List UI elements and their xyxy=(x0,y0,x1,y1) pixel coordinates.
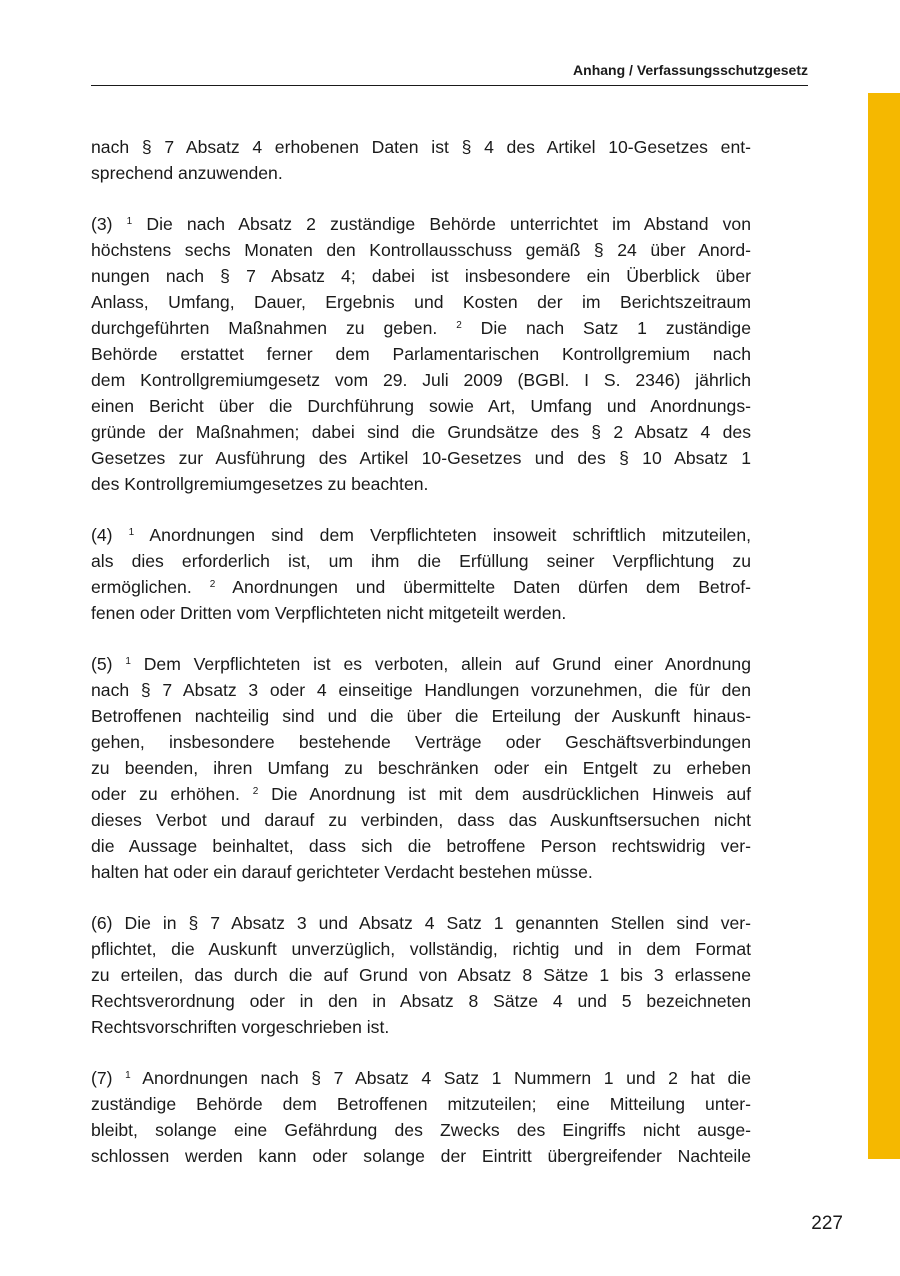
text-line: Gesetzes zur Ausführung des Artikel 10-Gesetzes und des § 10 Absatz 1 xyxy=(91,448,751,468)
text-line: (7) $^1$ Anordnungen nach § 7 Absatz 4 Satz 1 Nummern 1 und 2 hat die xyxy=(91,1068,751,1088)
text-line: schlossen werden kann oder solange der Eintritt übergreifender Nachteile xyxy=(91,1146,751,1166)
paragraph xyxy=(91,910,751,1040)
text-line: (4) $^1$ Anordnungen sind dem Verpflichteten insoweit schriftlich mitzuteilen, xyxy=(91,525,752,545)
text-line: Betroffenen nachteilig sind und die über die Erteilung der Auskunft hinaus- xyxy=(91,706,751,726)
text-line: ermöglichen. $^2$ Anordnungen und übermittelte Daten dürfen dem Betrof- xyxy=(91,577,751,597)
text-line: (3) $^1$ Die nach Absatz 2 zuständige Behörde unterrichtet im Abstand von xyxy=(91,214,751,234)
text-line: zu erteilen, das durch die auf Grund von Absatz 8 Sätze 1 bis 3 erlassene xyxy=(91,965,751,985)
text-line: höchstens sechs Monaten den Kontrollausschuss gemäß § 24 über Anord- xyxy=(91,240,751,260)
page-number: 227 xyxy=(811,1213,843,1234)
text-line: Rechtsvorschriften vorgeschrieben ist. xyxy=(91,1017,390,1037)
text-line: zuständige Behörde dem Betroffenen mitzuteilen; eine Mitteilung unter- xyxy=(91,1094,751,1114)
text-line: zu beenden, ihren Umfang zu beschränken oder ein Entgelt zu erheben xyxy=(91,758,751,778)
sentence-number-marker: 2 xyxy=(456,320,462,331)
text-line: dieses Verbot und darauf zu verbinden, dass das Auskunftsersuchen nicht xyxy=(91,810,751,830)
text-line: sprechend anzuwenden. xyxy=(91,163,283,183)
chapter-tab-bar xyxy=(868,93,900,1159)
document-body xyxy=(91,134,751,1194)
paragraph xyxy=(91,522,751,626)
text-line: als dies erforderlich ist, um ihm die Erfüllung seiner Verpflichtung zu xyxy=(91,551,751,571)
sentence-number-marker: 1 xyxy=(126,216,133,227)
text-line: gründe der Maßnahmen; dabei sind die Grundsätze des § 2 Absatz 4 des xyxy=(91,422,751,442)
paragraph xyxy=(91,651,751,885)
sentence-number-marker: 1 xyxy=(125,656,131,667)
text-line: einen Bericht über die Durchführung sowie Art, Umfang und Anordnungs- xyxy=(91,396,751,416)
text-line: dem Kontrollgremiumgesetz vom 29. Juli 2009 (BGBl. I S. 2346) jährlich xyxy=(91,370,751,390)
sentence-number-marker: 2 xyxy=(209,579,216,590)
text-line: Behörde erstattet ferner dem Parlamentarischen Kontrollgremium nach xyxy=(91,344,751,364)
text-line: Anlass, Umfang, Dauer, Ergebnis und Kosten der im Berichtszeitraum xyxy=(91,292,751,312)
paragraph xyxy=(91,1065,751,1169)
sentence-number-marker: 1 xyxy=(128,527,135,538)
text-line: (5) $^1$ Dem Verpflichteten ist es verboten, allein auf Grund einer Anordnung xyxy=(91,654,751,674)
sentence-number-marker: 1 xyxy=(125,1070,131,1081)
running-header-title: Anhang / Verfassungsschutzgesetz xyxy=(573,62,808,78)
text-line: des Kontrollgremiumgesetzes zu beachten. xyxy=(91,474,429,494)
text-line: bleibt, solange eine Gefährdung des Zwecks des Eingriffs nicht ausge- xyxy=(91,1120,751,1140)
text-line: (6) Die in § 7 Absatz 3 und Absatz 4 Satz 1 genannten Stellen sind ver- xyxy=(91,913,751,933)
text-line: nach § 7 Absatz 3 oder 4 einseitige Handlungen vorzunehmen, die für den xyxy=(91,680,751,700)
text-line: gehen, insbesondere bestehende Verträge oder Geschäftsverbindungen xyxy=(91,732,751,752)
text-line: nach § 7 Absatz 4 erhobenen Daten ist § 4 des Artikel 10-Gesetzes ent- xyxy=(91,137,751,157)
header-divider xyxy=(91,85,808,86)
text-line: durchgeführten Maßnahmen zu geben. $^2$ Die nach Satz 1 zuständige xyxy=(91,318,751,338)
text-line: pflichtet, die Auskunft unverzüglich, vollständig, richtig und in dem Format xyxy=(91,939,751,959)
text-line: Rechtsverordnung oder in den in Absatz 8 Sätze 4 und 5 bezeichneten xyxy=(91,991,751,1011)
text-line: die Aussage beinhaltet, dass sich die betroffene Person rechtswidrig ver- xyxy=(91,836,751,856)
text-line: halten hat oder ein darauf gerichteter Verdacht bestehen müsse. xyxy=(91,862,593,882)
text-line: fenen oder Dritten vom Verpflichteten nicht mitgeteilt werden. xyxy=(91,603,567,623)
paragraph xyxy=(91,134,751,186)
text-line: oder zu erhöhen. $^2$ Die Anordnung ist mit dem ausdrücklichen Hinweis auf xyxy=(91,784,751,804)
text-line: nungen nach § 7 Absatz 4; dabei ist insbesondere ein Überblick über xyxy=(91,266,751,286)
sentence-number-marker: 2 xyxy=(252,786,259,797)
paragraph xyxy=(91,211,751,497)
